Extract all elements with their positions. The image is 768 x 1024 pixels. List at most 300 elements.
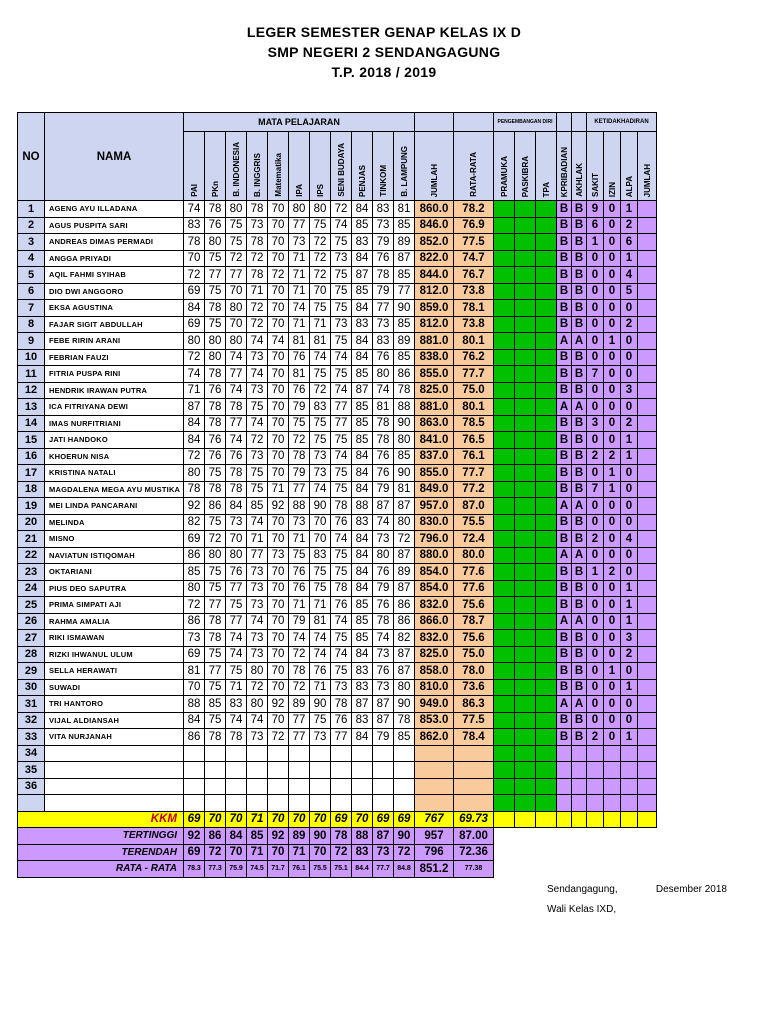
- row-jumlah: 866.0: [415, 613, 454, 630]
- row-pengembangan: [536, 432, 557, 449]
- summary-score: 84: [226, 828, 247, 845]
- header-subject-0: [184, 132, 205, 201]
- row-score: 84: [352, 201, 373, 218]
- row-kpribadian: B: [557, 465, 572, 482]
- header-mata-pelajaran: MATA PELAJARAN: [184, 113, 415, 132]
- row-pengembangan: [494, 564, 515, 581]
- summary-jumlah: 957: [415, 828, 454, 845]
- table-row: [18, 696, 657, 713]
- row-score: 71: [289, 250, 310, 267]
- row-pengembangan: [515, 448, 536, 465]
- row-rata: 78.2: [454, 201, 494, 218]
- row-absen-jumlah: [638, 679, 657, 696]
- row-score: 78: [289, 663, 310, 680]
- row-score: 78: [289, 448, 310, 465]
- row-pengembangan: [494, 762, 515, 779]
- row-izin: 0: [604, 217, 621, 234]
- row-izin: 0: [604, 531, 621, 548]
- row-kpribadian: B: [557, 432, 572, 449]
- row-pengembangan: [536, 514, 557, 531]
- row-jumlah: 949.0: [415, 696, 454, 713]
- row-pengembangan: [494, 382, 515, 399]
- row-alpa: 0: [621, 564, 638, 581]
- row-alpa: 0: [621, 300, 638, 317]
- row-no: 27: [18, 630, 45, 647]
- row-akhlak: B: [572, 217, 587, 234]
- row-score: 74: [184, 366, 205, 383]
- row-score: [184, 778, 205, 795]
- row-izin: 0: [604, 366, 621, 383]
- row-score: 81: [184, 663, 205, 680]
- row-score: 72: [310, 234, 331, 251]
- row-score: 75: [331, 432, 352, 449]
- summary-score: 70: [268, 844, 289, 861]
- table-row: [18, 415, 657, 432]
- row-jumlah: 881.0: [415, 333, 454, 350]
- row-score: 71: [247, 531, 268, 548]
- row-score: [352, 745, 373, 762]
- row-score: 84: [226, 498, 247, 515]
- row-score: 79: [289, 465, 310, 482]
- summary-row-tertinggi: [18, 828, 657, 845]
- header-subject-2: [226, 132, 247, 201]
- row-score: 85: [394, 448, 415, 465]
- row-score: 78: [184, 234, 205, 251]
- row-alpa: 5: [621, 283, 638, 300]
- row-kpribadian: B: [557, 679, 572, 696]
- row-no: 8: [18, 316, 45, 333]
- header-subject-6: [310, 132, 331, 201]
- row-score: 80: [184, 333, 205, 350]
- row-score: [205, 778, 226, 795]
- row-score: [226, 778, 247, 795]
- row-pengembangan: [536, 465, 557, 482]
- row-score: 72: [289, 679, 310, 696]
- row-score: [289, 745, 310, 762]
- row-extra: [572, 762, 587, 779]
- row-jumlah: 858.0: [415, 663, 454, 680]
- row-jumlah: 830.0: [415, 514, 454, 531]
- row-alpa: 0: [621, 663, 638, 680]
- row-score: 72: [247, 250, 268, 267]
- row-absen-jumlah: [638, 217, 657, 234]
- row-score: 77: [289, 217, 310, 234]
- header-subject-7: [331, 132, 352, 201]
- row-score: 75: [331, 234, 352, 251]
- row-score: 77: [226, 613, 247, 630]
- row-score: 73: [310, 729, 331, 746]
- row-rata: 77.2: [454, 481, 494, 498]
- row-no: 30: [18, 679, 45, 696]
- row-score: 74: [289, 300, 310, 317]
- row-score: 78: [205, 613, 226, 630]
- row-sakit: 0: [587, 399, 604, 416]
- header-absen-0-label: SAKIT: [590, 173, 600, 197]
- table-row: [18, 448, 657, 465]
- row-sakit: 0: [587, 630, 604, 647]
- row-score: 72: [268, 267, 289, 284]
- row-score: 75: [205, 250, 226, 267]
- row-score: 89: [394, 333, 415, 350]
- row-score: 87: [394, 547, 415, 564]
- row-score: 73: [373, 531, 394, 548]
- header-pengembangan-0: [494, 132, 515, 201]
- summary-score: 71: [289, 844, 310, 861]
- row-score: 85: [352, 399, 373, 416]
- row-score: 75: [331, 564, 352, 581]
- row-sakit: 0: [587, 465, 604, 482]
- row-score: 75: [289, 415, 310, 432]
- row-sakit: 0: [587, 663, 604, 680]
- row-score: 71: [268, 481, 289, 498]
- summary-score: 70: [226, 844, 247, 861]
- row-nama: SUWADI: [45, 679, 184, 696]
- row-izin: 0: [604, 613, 621, 630]
- row-score: 72: [310, 250, 331, 267]
- row-pengembangan: [536, 217, 557, 234]
- row-sakit: 0: [587, 382, 604, 399]
- summary-score: 77.3: [205, 861, 226, 878]
- row-izin: 0: [604, 514, 621, 531]
- row-rata: [454, 745, 494, 762]
- row-alpa: 0: [621, 514, 638, 531]
- row-score: 78: [184, 481, 205, 498]
- row-nama: RIZKI IHWANUL ULUM: [45, 646, 184, 663]
- row-kpribadian: A: [557, 696, 572, 713]
- table-row-empty: [18, 778, 657, 795]
- row-score: 70: [268, 316, 289, 333]
- row-sakit: 0: [587, 514, 604, 531]
- row-rata: 87.0: [454, 498, 494, 515]
- row-score: 83: [352, 234, 373, 251]
- kkm-score: 70: [226, 811, 247, 828]
- row-pengembangan: [494, 366, 515, 383]
- row-no: 9: [18, 333, 45, 350]
- table-row: [18, 679, 657, 696]
- row-score: 79: [373, 283, 394, 300]
- row-izin: 0: [604, 415, 621, 432]
- row-score: 83: [373, 333, 394, 350]
- row-izin: 0: [604, 250, 621, 267]
- row-pengembangan: [536, 382, 557, 399]
- row-pengembangan: [515, 778, 536, 795]
- row-no: 34: [18, 745, 45, 762]
- row-score: 72: [331, 201, 352, 218]
- row-pengembangan: [536, 316, 557, 333]
- row-score: 70: [268, 646, 289, 663]
- row-kpribadian: B: [557, 316, 572, 333]
- row-score: 73: [373, 217, 394, 234]
- summary-row-terendah: [18, 844, 657, 861]
- row-pengembangan: [494, 679, 515, 696]
- row-score: 70: [268, 514, 289, 531]
- row-score: 70: [268, 597, 289, 614]
- row-score: 73: [289, 514, 310, 531]
- row-score: 74: [331, 613, 352, 630]
- table-row: [18, 465, 657, 482]
- row-score: 84: [184, 415, 205, 432]
- row-kpribadian: A: [557, 613, 572, 630]
- kkm-score: 69: [331, 811, 352, 828]
- row-score: 74: [226, 630, 247, 647]
- row-sakit: 2: [587, 531, 604, 548]
- row-score: 73: [331, 679, 352, 696]
- row-score: 69: [184, 531, 205, 548]
- row-pengembangan: [515, 267, 536, 284]
- row-pengembangan: [515, 316, 536, 333]
- row-absen-jumlah: [638, 630, 657, 647]
- row-score: 70: [268, 366, 289, 383]
- row-pengembangan: [536, 613, 557, 630]
- row-pengembangan: [536, 663, 557, 680]
- row-score: 69: [184, 646, 205, 663]
- row-extra: [621, 778, 638, 795]
- row-score: 73: [373, 679, 394, 696]
- row-score: 74: [289, 630, 310, 647]
- row-score: 70: [268, 201, 289, 218]
- row-izin: 1: [604, 465, 621, 482]
- table-row: [18, 564, 657, 581]
- row-score: 72: [184, 597, 205, 614]
- kkm-score: 70: [289, 811, 310, 828]
- row-score: 77: [226, 267, 247, 284]
- row-score: 87: [394, 250, 415, 267]
- row-izin: 0: [604, 201, 621, 218]
- row-rata: 78.7: [454, 613, 494, 630]
- row-score: [205, 762, 226, 779]
- row-score: 73: [247, 448, 268, 465]
- row-score: 74: [247, 333, 268, 350]
- row-absen-jumlah: [638, 646, 657, 663]
- row-sakit: 0: [587, 316, 604, 333]
- row-jumlah: 862.0: [415, 729, 454, 746]
- row-pengembangan: [515, 564, 536, 581]
- row-pengembangan: [494, 234, 515, 251]
- summary-score: 72: [205, 844, 226, 861]
- row-alpa: 2: [621, 316, 638, 333]
- row-akhlak: A: [572, 399, 587, 416]
- row-pengembangan: [494, 250, 515, 267]
- kkm-score: 70: [268, 811, 289, 828]
- row-score: [310, 762, 331, 779]
- row-kpribadian: B: [557, 448, 572, 465]
- row-score: 70: [268, 300, 289, 317]
- row-score: 73: [268, 547, 289, 564]
- row-score: 80: [184, 465, 205, 482]
- header-subject-3-label: B. INGGRIS: [252, 152, 262, 197]
- row-rata: 80.0: [454, 547, 494, 564]
- row-score: 72: [289, 646, 310, 663]
- row-pengembangan: [494, 300, 515, 317]
- row-pengembangan: [494, 432, 515, 449]
- row-score: 73: [310, 465, 331, 482]
- row-kpribadian: B: [557, 366, 572, 383]
- row-score: 80: [226, 300, 247, 317]
- row-alpa: 3: [621, 382, 638, 399]
- row-nama: VIJAL ALDIANSAH: [45, 712, 184, 729]
- row-score: 84: [352, 333, 373, 350]
- row-score: 77: [226, 580, 247, 597]
- row-absen-jumlah: [638, 696, 657, 713]
- row-pengembangan: [494, 646, 515, 663]
- row-nama: ANGGA PRIYADI: [45, 250, 184, 267]
- row-sakit: 0: [587, 300, 604, 317]
- row-pengembangan: [536, 448, 557, 465]
- row-alpa: 0: [621, 465, 638, 482]
- row-rata: 80.1: [454, 399, 494, 416]
- row-score: 75: [331, 465, 352, 482]
- row-no: 21: [18, 531, 45, 548]
- row-score: 76: [331, 514, 352, 531]
- row-sakit: 7: [587, 481, 604, 498]
- row-akhlak: B: [572, 267, 587, 284]
- row-pengembangan: [536, 729, 557, 746]
- row-score: 85: [352, 283, 373, 300]
- row-score: 85: [247, 498, 268, 515]
- row-score: 80: [310, 201, 331, 218]
- row-score: 81: [394, 201, 415, 218]
- header-akhlak: [572, 132, 587, 201]
- row-score: 87: [394, 498, 415, 515]
- row-score: 77: [331, 729, 352, 746]
- row-rata: 76.1: [454, 448, 494, 465]
- row-kpribadian: A: [557, 399, 572, 416]
- row-jumlah: 825.0: [415, 382, 454, 399]
- row-pengembangan: [515, 349, 536, 366]
- row-alpa: 2: [621, 646, 638, 663]
- summary-score: 88: [352, 828, 373, 845]
- title-line-2: SMP NEGERI 2 SENDANGAGUNG: [267, 44, 501, 60]
- row-score: 77: [205, 597, 226, 614]
- row-no: 29: [18, 663, 45, 680]
- header-pengembangan-1-label: PASKIBRA: [520, 155, 530, 197]
- row-score: 75: [331, 333, 352, 350]
- row-score: [352, 778, 373, 795]
- row-jumlah: 852.0: [415, 234, 454, 251]
- row-nama: KHOERUN NISA: [45, 448, 184, 465]
- row-rata: 72.4: [454, 531, 494, 548]
- row-score: [373, 778, 394, 795]
- header-subject-1: [205, 132, 226, 201]
- row-score: 72: [184, 349, 205, 366]
- footer-place: Sendangagung,: [547, 884, 618, 895]
- row-rata: 73.8: [454, 316, 494, 333]
- row-pengembangan: [536, 778, 557, 795]
- row-score: 76: [289, 564, 310, 581]
- row-absen-jumlah: [638, 448, 657, 465]
- row-score: 88: [394, 399, 415, 416]
- row-score: [247, 745, 268, 762]
- row-nama: PRIMA SIMPATI AJI: [45, 597, 184, 614]
- row-score: 71: [289, 531, 310, 548]
- row-score: 76: [373, 349, 394, 366]
- row-pengembangan: [494, 745, 515, 762]
- row-score: 70: [310, 283, 331, 300]
- row-score: 84: [184, 432, 205, 449]
- row-jumlah: 853.0: [415, 712, 454, 729]
- row-akhlak: B: [572, 514, 587, 531]
- row-score: 76: [373, 448, 394, 465]
- row-score: 77: [247, 547, 268, 564]
- row-sakit: 0: [587, 597, 604, 614]
- row-score: 75: [247, 465, 268, 482]
- header-absen-1-label: IZIN: [607, 181, 617, 197]
- row-score: 71: [289, 283, 310, 300]
- row-nama: KRISTINA NATALI: [45, 465, 184, 482]
- row-absen-jumlah: [638, 580, 657, 597]
- row-nama: MELINDA: [45, 514, 184, 531]
- row-score: 77: [373, 300, 394, 317]
- row-absen-jumlah: [638, 514, 657, 531]
- footer-role: Wali Kelas IXD,: [547, 904, 617, 915]
- row-score: 85: [352, 613, 373, 630]
- row-score: 73: [289, 234, 310, 251]
- row-score: 76: [289, 580, 310, 597]
- row-score: 74: [247, 514, 268, 531]
- row-score: 69: [184, 316, 205, 333]
- row-no: 6: [18, 283, 45, 300]
- row-kpribadian: B: [557, 300, 572, 317]
- row-pengembangan: [515, 514, 536, 531]
- row-score: 71: [289, 316, 310, 333]
- row-alpa: 1: [621, 679, 638, 696]
- row-score: 86: [394, 597, 415, 614]
- row-sakit: 7: [587, 366, 604, 383]
- row-score: 78: [205, 481, 226, 498]
- row-no: 33: [18, 729, 45, 746]
- summary-rata: 72.36: [454, 844, 494, 861]
- row-score: 75: [331, 283, 352, 300]
- row-alpa: 1: [621, 448, 638, 465]
- row-score: 84: [352, 448, 373, 465]
- row-score: 75: [310, 415, 331, 432]
- row-sakit: 0: [587, 712, 604, 729]
- row-score: 74: [226, 349, 247, 366]
- row-score: 78: [373, 613, 394, 630]
- row-score: [268, 762, 289, 779]
- row-no: 4: [18, 250, 45, 267]
- header-pengembangan-2-label: TPA: [541, 181, 551, 197]
- row-score: [310, 778, 331, 795]
- row-extra: [572, 778, 587, 795]
- row-nama: AQIL FAHMI SYIHAB: [45, 267, 184, 284]
- row-score: 80: [373, 547, 394, 564]
- row-absen-jumlah: [638, 663, 657, 680]
- row-jumlah: 841.0: [415, 432, 454, 449]
- table-row: [18, 399, 657, 416]
- row-score: 92: [268, 696, 289, 713]
- row-rata: 76.2: [454, 349, 494, 366]
- row-pengembangan: [515, 250, 536, 267]
- row-score: 75: [331, 267, 352, 284]
- row-alpa: 2: [621, 415, 638, 432]
- header-subject-4-label: Matematika: [273, 153, 283, 197]
- row-akhlak: B: [572, 250, 587, 267]
- row-score: 78: [247, 234, 268, 251]
- row-pengembangan: [494, 547, 515, 564]
- row-pengembangan: [536, 531, 557, 548]
- row-jumlah: 825.0: [415, 646, 454, 663]
- row-score: [310, 745, 331, 762]
- row-score: 72: [184, 267, 205, 284]
- row-score: 84: [352, 250, 373, 267]
- header-subject-4: [268, 132, 289, 201]
- row-kpribadian: A: [557, 547, 572, 564]
- row-pengembangan: [515, 646, 536, 663]
- row-rata: 78.0: [454, 663, 494, 680]
- header-subject-0-label: PAI: [189, 184, 199, 197]
- row-score: 86: [394, 613, 415, 630]
